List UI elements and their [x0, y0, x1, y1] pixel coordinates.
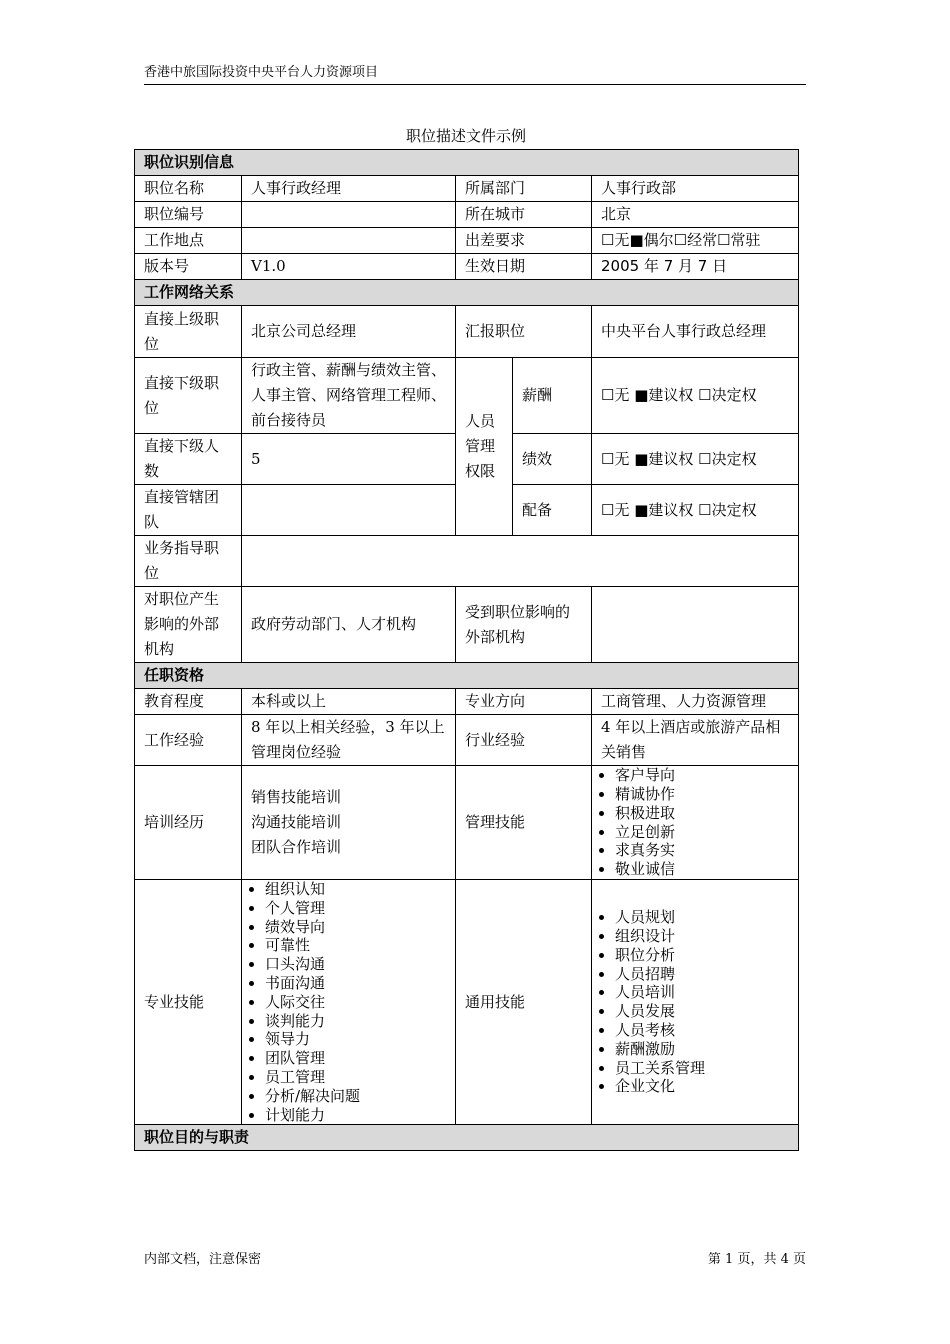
bullet-list — [601, 908, 789, 1096]
list-item: • 计划能力 — [265, 1106, 446, 1125]
field-label: 工作经验 — [135, 715, 242, 766]
field-value: 2005 年 7 月 7 日 — [592, 254, 799, 280]
field-label: 汇报职位 — [456, 306, 592, 358]
field-label: 教育程度 — [135, 689, 242, 715]
authority-label: 人员管理权限 — [456, 358, 513, 536]
list-item: • 谈判能力 — [265, 1012, 446, 1031]
field-label: 职位名称 — [135, 176, 242, 202]
training-list — [242, 766, 456, 880]
list-item: • 人员考核 — [615, 1021, 789, 1040]
field-label: 直接下级人数 — [135, 434, 242, 485]
list-item: • 企业文化 — [615, 1077, 789, 1096]
table-row — [135, 176, 799, 202]
list-item: 沟通技能培训 — [251, 813, 342, 831]
list-item: • 员工管理 — [265, 1068, 446, 1087]
field-value: 政府劳动部门、人才机构 — [242, 587, 456, 663]
list-item: • 客户导向 — [615, 766, 789, 785]
field-label: 职位编号 — [135, 202, 242, 228]
table-row — [135, 689, 799, 715]
field-value: 人事行政部 — [592, 176, 799, 202]
list-item: • 员工关系管理 — [615, 1059, 789, 1078]
field-label: 行业经验 — [456, 715, 592, 766]
field-value: V1.0 — [242, 254, 456, 280]
table-row — [135, 880, 799, 1125]
field-label: 直接管辖团队 — [135, 485, 242, 536]
field-label: 通用技能 — [456, 880, 592, 1125]
section-identity — [135, 150, 799, 176]
field-value: 中央平台人事行政总经理 — [592, 306, 799, 358]
field-value — [242, 228, 456, 254]
list-item: 团队合作培训 — [251, 838, 342, 856]
field-value: 5 — [242, 434, 456, 485]
pro-skills — [242, 880, 456, 1125]
authority-type: 薪酬 — [513, 358, 592, 434]
table-row — [135, 587, 799, 663]
section-qualification — [135, 663, 799, 689]
list-item: • 人员发展 — [615, 1002, 789, 1021]
field-label: 直接上级职位 — [135, 306, 242, 358]
list-item: • 精诚协作 — [615, 785, 789, 804]
authority-value: ☐无 ■建议权 ☐决定权 — [592, 434, 799, 485]
table-row — [135, 358, 799, 434]
list-item: 销售技能培训 — [251, 788, 342, 806]
list-item: • 人际交往 — [265, 993, 446, 1012]
table-row — [135, 715, 799, 766]
list-item: • 可靠性 — [265, 936, 446, 955]
field-label: 管理技能 — [456, 766, 592, 880]
field-value: 4 年以上酒店或旅游产品相关销售 — [592, 715, 799, 766]
authority-type: 配备 — [513, 485, 592, 536]
list-item: • 绩效导向 — [265, 918, 446, 937]
bullet-list — [601, 766, 789, 879]
list-item: • 求真务实 — [615, 841, 789, 860]
field-value — [242, 485, 456, 536]
field-value: 人事行政经理 — [242, 176, 456, 202]
list-item: • 组织认知 — [265, 880, 446, 899]
field-label: 版本号 — [135, 254, 242, 280]
list-item: • 领导力 — [265, 1030, 446, 1049]
field-label: 受到职位影响的外部机构 — [456, 587, 592, 663]
field-value: 北京 — [592, 202, 799, 228]
table-row — [135, 202, 799, 228]
list-item: • 书面沟通 — [265, 974, 446, 993]
list-item: • 人员招聘 — [615, 965, 789, 984]
bullet-list — [251, 880, 446, 1124]
list-item: • 立足创新 — [615, 823, 789, 842]
field-value — [592, 587, 799, 663]
field-label: 培训经历 — [135, 766, 242, 880]
footer-page-number: 第 1 页，共 4 页 — [707, 1252, 806, 1267]
table-row — [135, 306, 799, 358]
field-label: 专业技能 — [135, 880, 242, 1125]
section-network — [135, 280, 799, 306]
section-title: 职位目的与职责 — [135, 1125, 799, 1151]
table-row — [135, 228, 799, 254]
footer-confidential: 内部文档，注意保密 — [144, 1252, 262, 1267]
document-title: 职位描述文件示例 — [405, 127, 526, 145]
list-item: • 团队管理 — [265, 1049, 446, 1068]
field-label: 出差要求 — [456, 228, 592, 254]
authority-type: 绩效 — [513, 434, 592, 485]
field-value: 8 年以上相关经验，3 年以上管理岗位经验 — [242, 715, 456, 766]
field-value: 工商管理、人力资源管理 — [592, 689, 799, 715]
field-label: 所属部门 — [456, 176, 592, 202]
mgmt-skills — [592, 766, 799, 880]
list-item: • 口头沟通 — [265, 955, 446, 974]
list-item: • 个人管理 — [265, 899, 446, 918]
list-item: • 组织设计 — [615, 927, 789, 946]
field-value — [242, 536, 799, 587]
authority-value: ☐无 ■建议权 ☐决定权 — [592, 485, 799, 536]
field-value — [242, 202, 456, 228]
field-value: 本科或以上 — [242, 689, 456, 715]
section-title: 任职资格 — [135, 663, 799, 689]
field-label: 专业方向 — [456, 689, 592, 715]
list-item: • 人员培训 — [615, 983, 789, 1002]
table-row — [135, 254, 799, 280]
list-item: • 薪酬激励 — [615, 1040, 789, 1059]
general-skills — [592, 880, 799, 1125]
table-row — [135, 766, 799, 880]
section-title: 工作网络关系 — [135, 280, 799, 306]
field-value: 北京公司总经理 — [242, 306, 456, 358]
field-label: 直接下级职位 — [135, 358, 242, 434]
field-label: 工作地点 — [135, 228, 242, 254]
list-item: • 人员规划 — [615, 908, 789, 927]
field-value: 行政主管、薪酬与绩效主管、人事主管、网络管理工程师、前台接待员 — [242, 358, 456, 434]
page-header: 香港中旅国际投资中央平台人力资源项目 — [144, 62, 806, 85]
authority-value: ☐无 ■建议权 ☐决定权 — [592, 358, 799, 434]
list-item: • 分析/解决问题 — [265, 1087, 446, 1106]
table-row — [135, 536, 799, 587]
field-label: 所在城市 — [456, 202, 592, 228]
field-label: 业务指导职位 — [135, 536, 242, 587]
list-item: • 职位分析 — [615, 946, 789, 965]
field-label: 对职位产生影响的外部机构 — [135, 587, 242, 663]
section-duty — [135, 1125, 799, 1151]
travel-options: ☐无■偶尔☐经常☐常驻 — [592, 228, 799, 254]
field-label: 生效日期 — [456, 254, 592, 280]
list-item: • 积极进取 — [615, 804, 789, 823]
list-item: • 敬业诚信 — [615, 860, 789, 879]
section-title: 职位识别信息 — [135, 150, 799, 176]
job-description-table — [134, 149, 799, 1151]
